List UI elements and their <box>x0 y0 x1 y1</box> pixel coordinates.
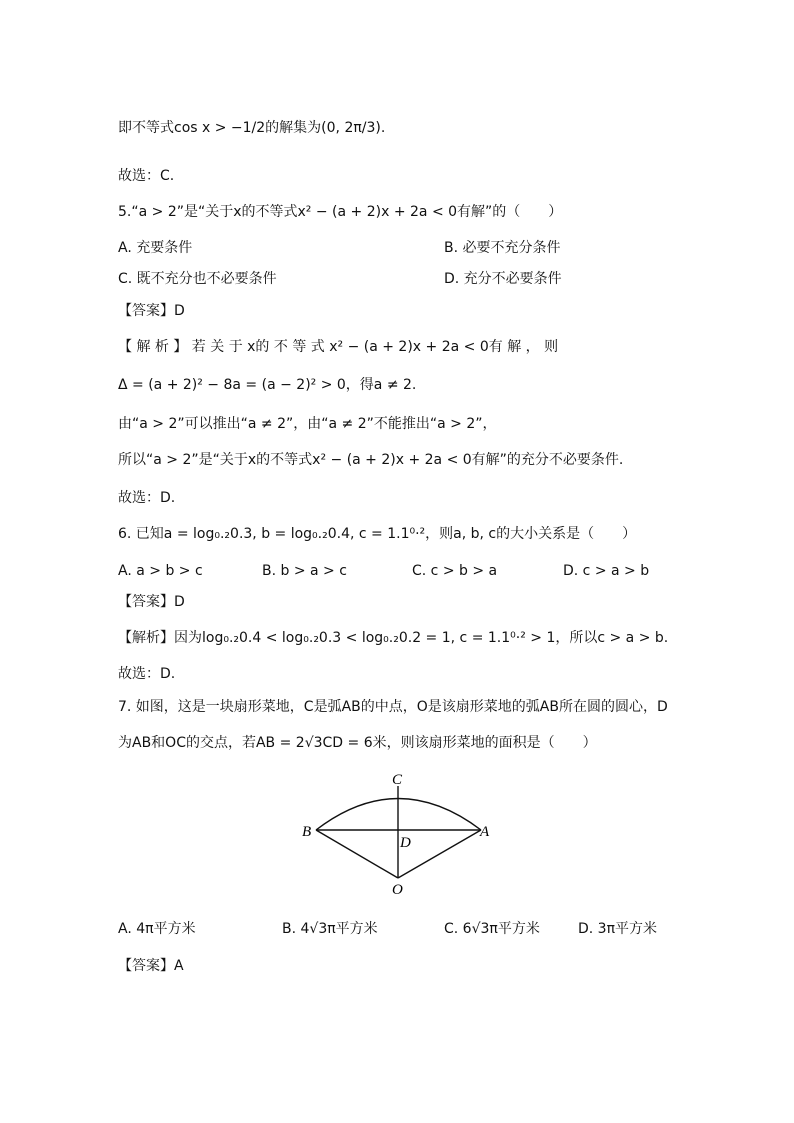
q7-option-d: D. 3π平方米 <box>578 921 658 937</box>
choice-line: 故选：C. <box>118 168 175 184</box>
q7-option-c: C. 6√3π平方米 <box>444 921 540 937</box>
question-7-stem-1: 7. 如图，这是一块扇形菜地，C是弧AB的中点，O是该扇形菜地的弧AB所在圆的圆心，D <box>118 699 668 715</box>
q7-option-a: A. 4π平方米 <box>118 921 196 937</box>
q6-answer: 【答案】D <box>118 594 185 610</box>
q5-option-d: D. 充分不必要条件 <box>444 271 562 287</box>
question-6-stem: 6. 已知a = log₀.₂0.3, b = log₀.₂0.4, c = 1.1⁰·²，则a, b, c的大小关系是（ ） <box>118 526 637 542</box>
q5-option-a: A. 充要条件 <box>118 240 193 256</box>
question-7-stem-2: 为AB和OC的交点，若AB = 2√3CD = 6米，则该扇形菜地的面积是（ ） <box>118 735 597 751</box>
q6-option-d: D. c > a > b <box>563 563 650 579</box>
q7-option-b: B. 4√3π平方米 <box>282 921 378 937</box>
q5-analysis-4: 所以“a > 2”是“关于x的不等式x² − (a + 2)x + 2a < 0有解”的充分不必要条件. <box>118 452 624 468</box>
label-d: D <box>400 835 411 851</box>
q6-option-c: C. c > b > a <box>412 563 498 579</box>
q6-option-a: A. a > b > c <box>118 563 203 579</box>
label-c: C <box>392 772 403 788</box>
question-5-stem: 5.“a > 2”是“关于x的不等式x² − (a + 2)x + 2a < 0有解”的（ ） <box>118 204 563 220</box>
q5-analysis-1: 【 解 析 】 若 关 于 x的 不 等 式 x² − (a + 2)x + 2a < 0有 解 ， 则 <box>118 339 559 355</box>
sector-figure <box>296 768 516 898</box>
q5-choice: 故选：D. <box>118 490 176 506</box>
label-a: A <box>480 824 490 840</box>
q5-option-c: C. 既不充分也不必要条件 <box>118 271 277 287</box>
q5-analysis-3: 由“a > 2”可以推出“a ≠ 2”，由“a ≠ 2”不能推出“a > 2”， <box>118 416 497 432</box>
label-o: O <box>392 882 403 898</box>
solution-line-conclusion: 即不等式cos x > −1/2的解集为(0, 2π/3). <box>118 120 386 136</box>
q5-option-b: B. 必要不充分条件 <box>444 240 561 256</box>
label-b: B <box>302 824 312 840</box>
q5-analysis-2: Δ = (a + 2)² − 8a = (a − 2)² > 0，得a ≠ 2. <box>118 377 417 393</box>
segment-ob <box>316 830 398 878</box>
q7-answer: 【答案】A <box>118 958 184 974</box>
q6-analysis: 【解析】因为log₀.₂0.4 < log₀.₂0.3 < log₀.₂0.2 = 1, c = 1.1⁰·² > 1，所以c > a > b. <box>118 630 669 646</box>
q6-choice: 故选：D. <box>118 666 176 682</box>
q6-option-b: B. b > a > c <box>262 563 347 579</box>
q5-answer: 【答案】D <box>118 303 185 319</box>
